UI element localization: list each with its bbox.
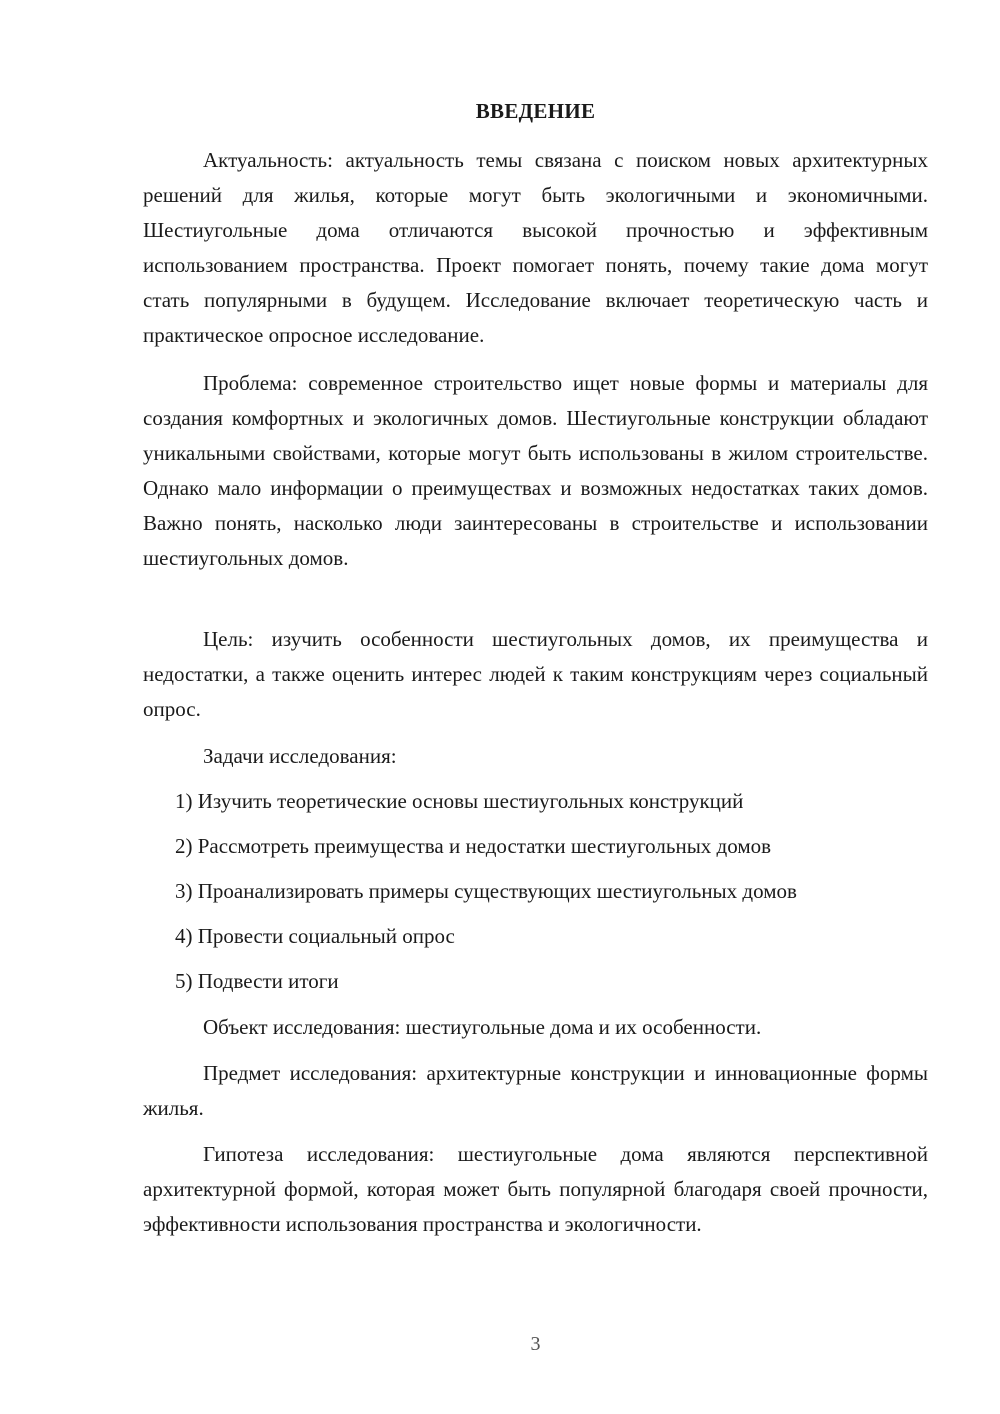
object-paragraph: Объект исследования: шестиугольные дома и их особенности.: [203, 1015, 762, 1039]
subject-paragraph: Предмет исследования: архитектурные конструкции и инновационные формы жилья.: [143, 1061, 928, 1120]
problem-paragraph: Проблема: современное строительство ищет новые формы и материалы для создания комфортных и экологичных домов. Шестиугольные конструкции обладают уникальными свойствами, которые могут быть использованы в жилом строительстве. Однако мало информации о преимуществах и возможных недостатках таких домов. Важно понять, насколько люди заинтересованы в строительстве и использовании шестиугольных домов.: [143, 371, 928, 570]
hypothesis-paragraph: Гипотеза исследования: шестиугольные дома являются перспективной архитектурной формой, которая может быть популярной благодаря своей прочности, эффективности использования пространства и экологичности.: [143, 1142, 928, 1236]
list-item: 5) Подвести итоги: [175, 969, 339, 993]
list-item: 3) Проанализировать примеры существующих шестиугольных домов: [175, 879, 797, 903]
relevance-paragraph: Актуальность: актуальность темы связана с поиском новых архитектурных решений для жилья, которые могут быть экологичными и экономичными. Шестиугольные дома отличаются высокой прочностью и эффективным использованием пространства. Проект помогает понять, почему такие дома могут стать популярными в будущем. Исследование включает теоретическую часть и практическое опросное исследование.: [143, 148, 928, 347]
goal-paragraph: Цель: изучить особенности шестиугольных домов, их преимущества и недостатки, а также оценить интерес людей к таким конструкциям через социальный опрос.: [143, 627, 928, 721]
list-item: 4) Провести социальный опрос: [175, 924, 455, 948]
tasks-heading: Задачи исследования:: [203, 744, 397, 768]
list-item: 1) Изучить теоретические основы шестиугольных конструкций: [175, 789, 744, 813]
page-title: ВВЕДЕНИЕ: [475, 99, 596, 123]
list-item: 2) Рассмотреть преимущества и недостатки шестиугольных домов: [175, 834, 772, 858]
page-number: 3: [530, 1333, 541, 1355]
